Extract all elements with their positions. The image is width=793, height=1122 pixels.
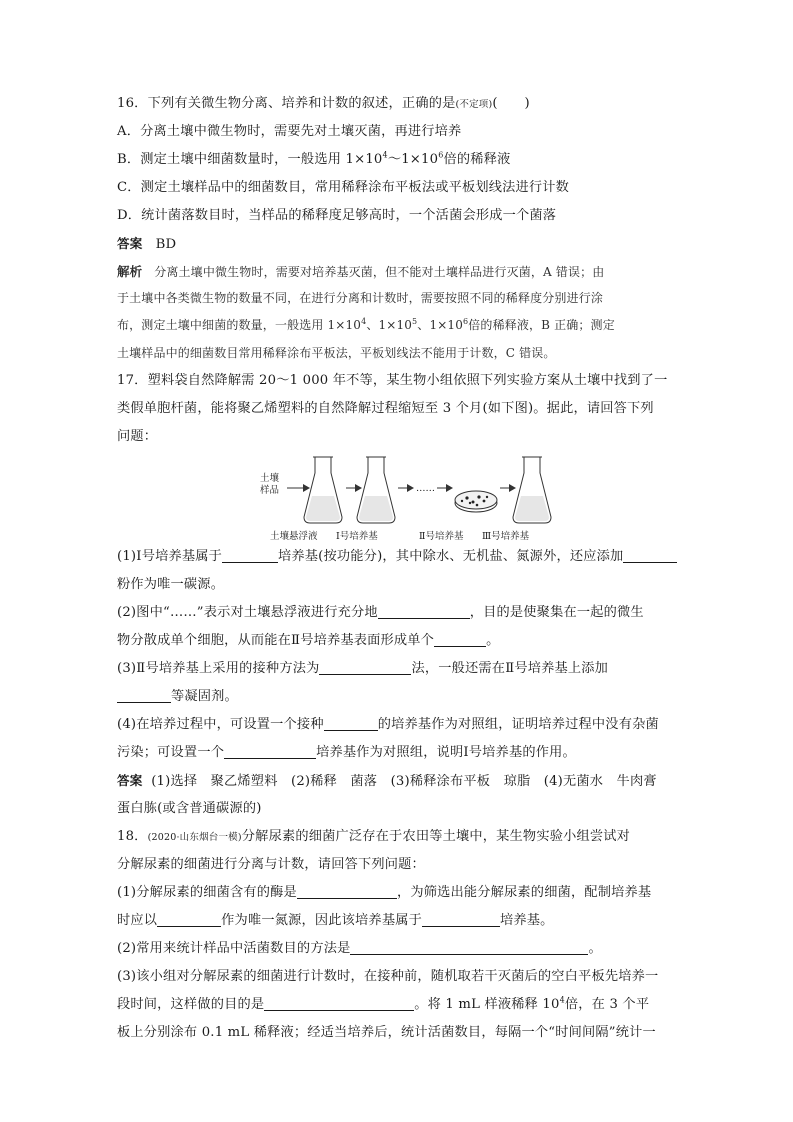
- q18-part-3-line-1: (3)该小组对分解尿素的细菌进行计数时，在接种前，随机取若干灭菌后的空白平板先培养一: [117, 968, 659, 984]
- q16-stem: 16．下列有关微生物分离、培养和计数的叙述，正确的是(不定项)( ): [117, 96, 530, 111]
- q18-source: (2020·山东烟台一模): [147, 831, 242, 843]
- q17-stem-line-3: 问题：: [117, 428, 158, 444]
- soil-sample-label-1: 土壤: [260, 472, 280, 484]
- q16-option-c: C．测定土壤样品中的细菌数目，常用稀释涂布平板法或平板划线法进行计数: [117, 180, 570, 195]
- dilution-dots: ……: [416, 482, 435, 494]
- q18-part-1-line-1: (1)分解尿素的细菌含有的酶是 ，为筛选出能分解尿素的细菌，配制培养基: [117, 884, 652, 900]
- experiment-diagram: [117, 451, 679, 543]
- petri-dish-icon: [455, 491, 497, 512]
- flask-icon-medium-3: [513, 457, 551, 523]
- q17-part-1-line-2: 粉作为唯一碳源。: [117, 576, 225, 592]
- soil-sample-label-2: 样品: [260, 484, 280, 496]
- blank-q17-2a[interactable]: [378, 604, 470, 619]
- blank-q17-3b[interactable]: [117, 688, 171, 703]
- blank-q17-4a[interactable]: [324, 716, 378, 731]
- document-page: [117, 90, 679, 1047]
- q16-type-note: (不定项): [455, 99, 493, 110]
- q17-stem-line-1: 17．塑料袋自然降解需 20～1 000 年不等，某生物小组依照下列实验方案从土壤中找到了一: [117, 372, 668, 388]
- q17-part-2-line-1: (2)图中“……”表示对土壤悬浮液进行充分地 ，目的是使聚集在一起的微生: [117, 604, 644, 620]
- blank-q18-1b[interactable]: [157, 912, 221, 927]
- analysis-label: 解析: [117, 264, 143, 279]
- arrow-head-5: [509, 484, 516, 492]
- q18-part-2: (2)常用来统计样品中活菌数目的方法是 。: [117, 940, 602, 956]
- q18-part-1-line-2: 时应以 作为唯一氮源，因此该培养基属于 培养基。: [117, 912, 554, 928]
- blank-q18-2[interactable]: [350, 940, 588, 955]
- blank-q17-4b[interactable]: [224, 744, 316, 759]
- answer-label: 答案: [117, 772, 143, 788]
- caption-medium-1: Ⅰ号培养基: [336, 530, 378, 542]
- blank-q17-2b[interactable]: [434, 632, 486, 647]
- blank-q18-3[interactable]: [264, 996, 414, 1011]
- arrow-head-2: [355, 484, 362, 492]
- q16-analysis-line-1: 解析 分离土壤中微生物时，需要对培养基灭菌，但不能对土壤样品进行灭菌，A 错误；由: [117, 264, 605, 279]
- answer-label: 答案: [117, 236, 143, 251]
- q16-option-a: A．分离土壤中微生物时，需要先对土壤灭菌，再进行培养: [117, 124, 462, 139]
- q18-stem-line-1: 18．(2020·山东烟台一模)分解尿素的细菌广泛存在于农田等土壤中，某生物实验小组尝试对: [117, 828, 631, 844]
- q17-part-1-line-1: (1)Ⅰ号培养基属于 培养基(按功能分)，其中除水、无机盐、氮源外，还应添加: [117, 543, 679, 571]
- arrow-head-1: [303, 484, 310, 492]
- q16-answer: 答案 BD: [117, 236, 177, 252]
- blank-q17-3a[interactable]: [319, 660, 411, 675]
- q17-part-4-line-1: (4)在培养过程中，可设置一个接种 的培养基作为对照组，证明培养过程中没有杂菌: [117, 716, 659, 732]
- q16-analysis-line-4: 土壤样品中的细菌数目常用稀释涂布平板法，平板划线法不能用于计数，C 错误。: [117, 345, 556, 360]
- arrow-head-3: [407, 484, 414, 492]
- q16-option-b: B．测定土壤中细菌数量时，一般选用 $1\times 10^4\sim 1\times 10^6$倍的稀释液: [117, 150, 511, 167]
- q18-part-3-line-2: 段时间，这样做的目的是 。将 1 mL 样液稀释 $10^4$倍，在 3 个平: [117, 995, 650, 1012]
- blank-q18-1a[interactable]: [297, 884, 397, 899]
- caption-suspension: 土壤悬浮液: [270, 530, 318, 542]
- q17-part-3-line-1: (3)Ⅱ号培养基上采用的接种方法为 法，一般还需在Ⅱ号培养基上添加: [117, 660, 609, 676]
- q18-stem-line-2: 分解尿素的细菌进行分离与计数，请回答下列问题：: [117, 856, 425, 872]
- q16-analysis-line-2: 于土壤中各类微生物的数量不同，在进行分离和计数时，需要按照不同的稀释度分别进行涂: [117, 291, 604, 306]
- q16-analysis-line-3: 布，测定土壤中细菌的数量，一般选用 $1\times 10^4$、$1\times 10^5$、$1\times 10^6$倍的稀释液，B 正确；测定: [117, 317, 615, 333]
- flask-icon-suspension: [304, 457, 342, 523]
- arrow-head-4: [446, 484, 453, 492]
- blank-q18-1c[interactable]: [422, 912, 500, 927]
- q17-part-4-line-2: 污染；可设置一个 培养基作为对照组，说明Ⅰ号培养基的作用。: [117, 744, 576, 760]
- q17-answer-line-1: 答案 (1)选择 聚乙烯塑料 (2)稀释 菌落 (3)稀释涂布平板 琼脂 (4)无菌水 牛肉膏: [117, 772, 657, 789]
- q17-answer-line-2: 蛋白胨(或含普通碳源的): [117, 800, 262, 816]
- blank-q17-1a[interactable]: [222, 548, 278, 563]
- q16-option-d: D．统计菌落数目时，当样品的稀释度足够高时，一个活菌会形成一个菌落: [117, 208, 557, 223]
- flask-icon-medium-1: [357, 457, 395, 523]
- experiment-figure: [117, 451, 679, 543]
- caption-medium-3: Ⅲ号培养基: [482, 530, 530, 542]
- q18-part-3-line-3: 板上分别涂布 0.1 mL 稀释液；经适当培养后，统计活菌数目，每隔一个“时间间隔”统计一: [117, 1024, 656, 1040]
- q17-part-3-line-2: 等凝固剂。: [117, 683, 679, 711]
- q17-part-2-line-2: 物分散成单个细胞，从而能在Ⅱ号培养基表面形成单个 。: [117, 632, 500, 648]
- q17-stem-line-2: 类假单胞杆菌，能将聚乙烯塑料的自然降解过程缩短至 3 个月(如下图)。据此，请回答下列: [117, 400, 654, 416]
- caption-medium-2: Ⅱ号培养基: [419, 530, 464, 542]
- blank-q17-1b[interactable]: [623, 548, 677, 563]
